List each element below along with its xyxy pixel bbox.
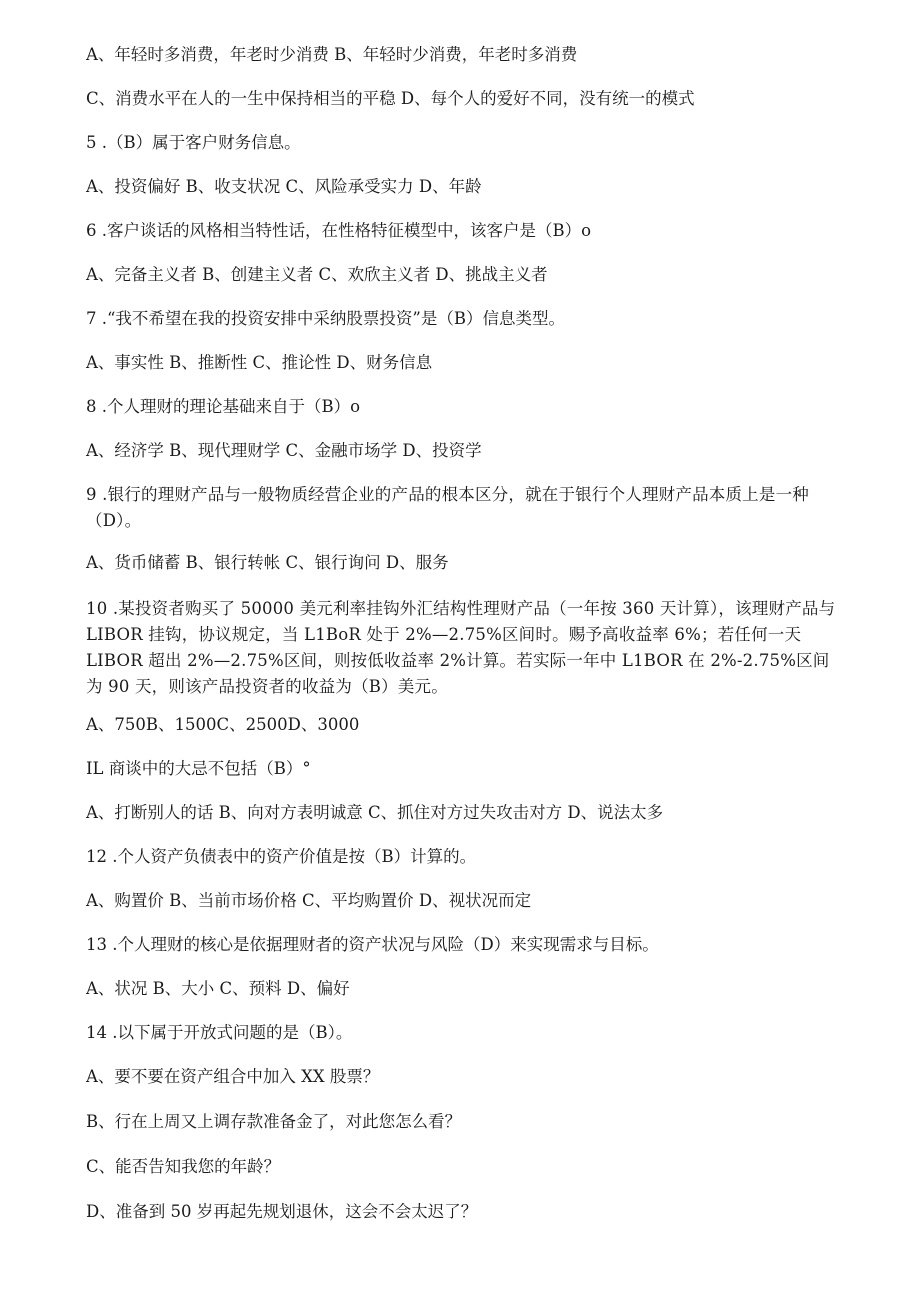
question-line: 13 .个人理财的核心是依据理财者的资产状况与风险（D）来实现需求与目标。 [86, 935, 659, 954]
question-line: 5 .（B）属于客户财务信息。 [86, 133, 301, 152]
option-line: C、消费水平在人的一生中保持相当的平稳 D、每个人的爱好不同，没有统一的模式 [86, 89, 695, 108]
question-line: 10 .某投资者购买了 50000 美元利率挂钩外汇结构性理财产品（一年按 360 天计算），该理财产品与 LIBOR 挂钩，协议规定，当 L1BoR 处于 2%—2.75%区间时。赐予高收益率 6%；若任何一天 LIBOR 超出 2%—2.75%区间，则按低收益率 2%计算。若实际一年中 L1BOR 在 2%-2.75%区间为 90 天，则该产品投资者的收益为（B）美元。 [86, 599, 836, 696]
question-line: 7 .“我不希望在我的投资安排中采纳股票投资”是（B）信息类型。 [86, 309, 565, 328]
question-line: 6 .客户谈话的风格相当特性话，在性格特征模型中，该客户是（B）o [86, 221, 592, 240]
question-line: IL 商谈中的大忌不包括（B）° [86, 759, 311, 778]
option-line: A、750B、1500C、2500D、3000 [86, 715, 360, 734]
option-line: C、能否告知我您的年龄？ [86, 1157, 281, 1176]
option-line: A、投资偏好 B、收支状况 C、风险承受实力 D、年龄 [86, 177, 482, 196]
option-line: A、购置价 B、当前市场价格 C、平均购置价 D、视状况而定 [86, 891, 532, 910]
question-line: 12 .个人资产负债表中的资产价值是按（B）计算的。 [86, 847, 477, 866]
option-line: A、状况 B、大小 C、预料 D、偏好 [86, 979, 350, 998]
option-line: A、打断别人的话 B、向对方表明诚意 C、抓住对方过失攻击对方 D、说法太多 [86, 803, 664, 822]
option-line: A、经济学 B、现代理财学 C、金融市场学 D、投资学 [86, 441, 482, 460]
option-line: B、行在上周又上调存款准备金了，对此您怎么看？ [86, 1112, 462, 1131]
question-line: 9 .银行的理财产品与一般物质经营企业的产品的根本区分，就在于银行个人理财产品本质上是一种（D）。 [86, 485, 809, 530]
option-line: A、年轻时多消费，年老时少消费 B、年轻时少消费，年老时多消费 [86, 45, 578, 64]
option-line: A、事实性 B、推断性 C、推论性 D、财务信息 [86, 353, 433, 372]
option-line: D、准备到 50 岁再起先规划退休，这会不会太迟了？ [86, 1202, 478, 1221]
question-line: 8 .个人理财的理论基础来自于（B）o [86, 397, 361, 416]
option-line: A、要不要在资产组合中加入 XX 股票？ [86, 1067, 380, 1086]
option-line: A、货币储蓄 B、银行转帐 C、银行询问 D、服务 [86, 553, 449, 572]
option-line: A、完备主义者 B、创建主义者 C、欢欣主义者 D、挑战主义者 [86, 265, 548, 284]
question-line: 14 .以下属于开放式问题的是（B）。 [86, 1023, 353, 1042]
